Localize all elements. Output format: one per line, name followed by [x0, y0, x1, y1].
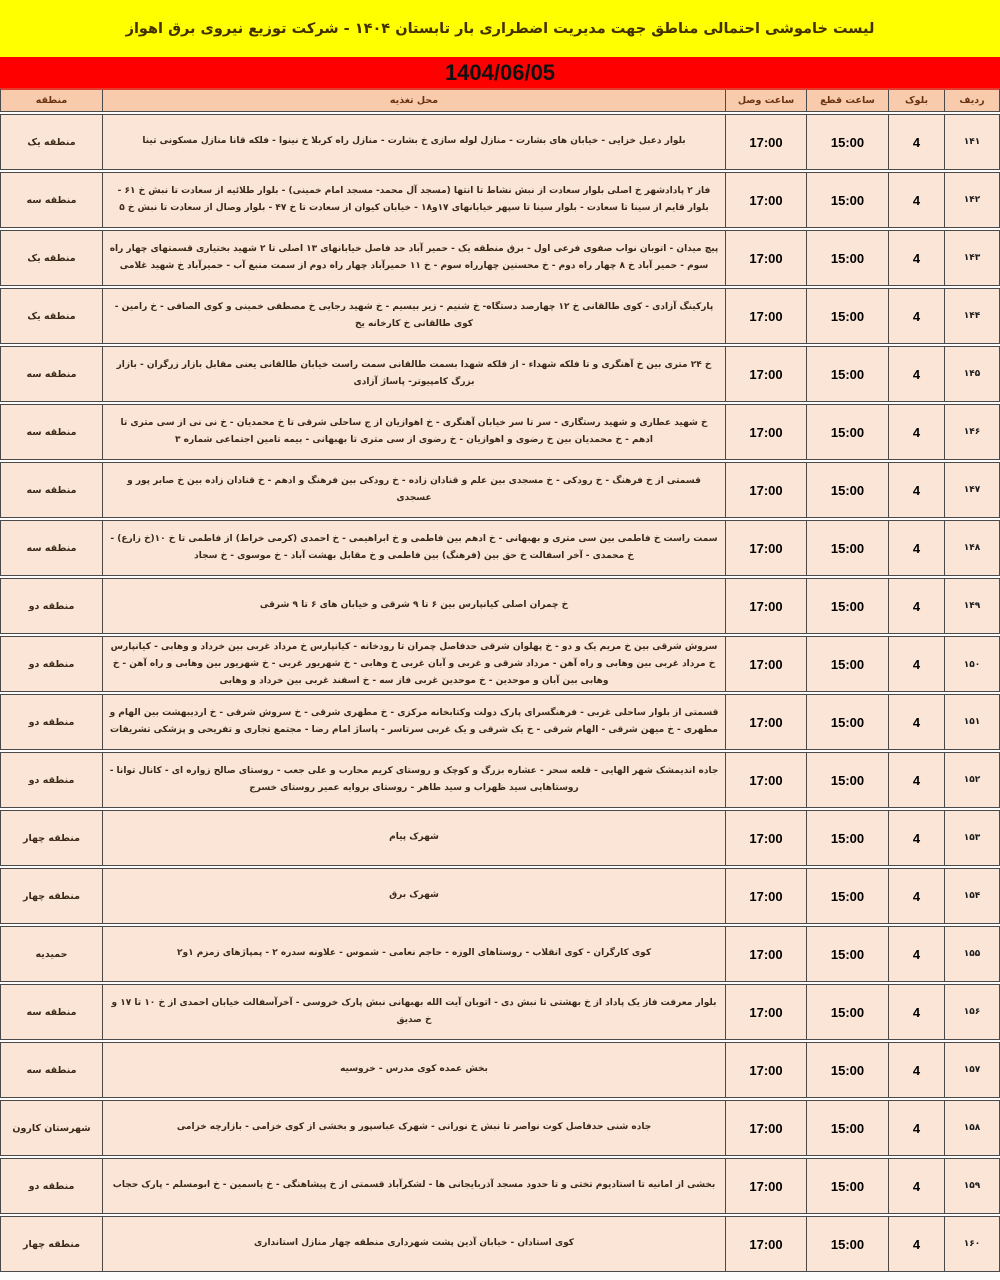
cell-region: منطقه چهار [1, 869, 103, 923]
cell-feed-location: جاده شنی حدفاصل کوت نواصر تا نبش خ نورانی - شهرک عباسپور و بخشی از کوی خزامی - بازارچه خزامی [103, 1101, 726, 1155]
cell-feed-location: قسمتی از خ فرهنگ - خ رودکی - خ مسجدی بین علم و قنادان زاده - خ رودکی بین فرهنگ و ادهم - خ قنادان زاده بین خ صابر پور و عسجدی [103, 463, 726, 517]
cell-cut-time: 15:00 [807, 347, 889, 401]
cell-block: 4 [889, 231, 945, 285]
cell-cut-time: 15:00 [807, 1159, 889, 1213]
header-region: منطقه [1, 90, 103, 111]
cell-region: منطقه دو [1, 637, 103, 692]
cell-block: 4 [889, 115, 945, 169]
outage-table [0, 88, 1000, 1272]
cell-row-number: ۱۵۳ [963, 833, 981, 843]
cell-cut-time: 15:00 [807, 463, 889, 517]
cell-cut-time: 15:00 [807, 1217, 889, 1271]
cell-block: 4 [889, 347, 945, 401]
cell-reconnect-time: 17:00 [726, 405, 807, 459]
cell-region: حمیدیه [1, 927, 103, 981]
cell-cut-time: 15:00 [807, 637, 889, 692]
table-row [0, 346, 1000, 402]
cell-reconnect-time: 17:00 [726, 1101, 807, 1155]
cell-reconnect-time: 17:00 [726, 1217, 807, 1271]
cell-row-number: ۱۵۱ [963, 717, 981, 727]
table-row [0, 288, 1000, 344]
cell-reconnect-time: 17:00 [726, 637, 807, 692]
cell-feed-location: خ شهید عطاری و شهید رستگاری - سر تا سر خیابان آهنگری - خ اهوازیان از ج ساحلی شرقی تا خ محمدیان - خ نی نی از سی متری تا ادهم - خ محمدیان بین خ رضوی و اهوازیان - خ رضوی از سی متری تا بهبهانی - بیمه تامین اجتماعی شماره ۳ [103, 405, 726, 459]
table-row [0, 578, 1000, 634]
cell-feed-location: جاده اندیمشک شهر الهایی - قلعه سحر - عشاره بزرگ و کوچک و روستای کریم محارب و علی جعب - روستای صالح زواره ای - کانال توانا - روستاهایی سید ظهراب و سید طاهر - روستای بروایه عمیر روستای خسرج [103, 753, 726, 807]
cell-cut-time: 15:00 [807, 927, 889, 981]
table-row [0, 230, 1000, 286]
cell-cut-time: 15:00 [807, 289, 889, 343]
cell-reconnect-time: 17:00 [726, 869, 807, 923]
cell-row-number: ۱۵۷ [963, 1065, 981, 1075]
cell-reconnect-time: 17:00 [726, 1043, 807, 1097]
cell-reconnect-time: 17:00 [726, 115, 807, 169]
cell-cut-time: 15:00 [807, 811, 889, 865]
cell-row-number: ۱۴۷ [963, 485, 981, 495]
table-header-row [0, 88, 1000, 112]
table-row [0, 1100, 1000, 1156]
cell-row-number: ۱۵۶ [963, 1007, 981, 1017]
cell-row-number: ۱۵۴ [963, 891, 981, 901]
cell-row-number: ۱۵۰ [963, 659, 981, 670]
cell-row-number: ۱۴۵ [963, 369, 981, 379]
cell-feed-location: خ ۲۴ متری بین خ آهنگری و تا فلکه شهداء - از فلکه شهدا بسمت طالقانی سمت راست خیابان طالقانی یعنی مقابل بازار زرگران - بازار بزرگ کامپیوتر- پاساژ آزادی [103, 347, 726, 401]
table-row [0, 1158, 1000, 1214]
cell-block: 4 [889, 173, 945, 227]
title-bar [0, 0, 1000, 57]
cell-reconnect-time: 17:00 [726, 695, 807, 749]
cell-cut-time: 15:00 [807, 1043, 889, 1097]
table-body [0, 114, 1000, 1272]
header-cut-time: ساعت قطع [807, 90, 889, 111]
cell-reconnect-time: 17:00 [726, 231, 807, 285]
cell-block: 4 [889, 811, 945, 865]
cell-cut-time: 15:00 [807, 985, 889, 1039]
cell-block: 4 [889, 753, 945, 807]
table-row [0, 1216, 1000, 1272]
table-row [0, 462, 1000, 518]
cell-block: 4 [889, 985, 945, 1039]
cell-feed-location: کوی استادان - خیابان آذین پشت شهرداری منطقه چهار منازل استانداری [103, 1217, 726, 1271]
cell-block: 4 [889, 1159, 945, 1213]
cell-cut-time: 15:00 [807, 231, 889, 285]
cell-cut-time: 15:00 [807, 869, 889, 923]
cell-reconnect-time: 17:00 [726, 347, 807, 401]
table-row [0, 404, 1000, 460]
cell-region: منطقه سه [1, 1043, 103, 1097]
cell-reconnect-time: 17:00 [726, 463, 807, 517]
cell-region: منطقه دو [1, 1159, 103, 1213]
cell-row-number: ۱۴۲ [963, 195, 981, 205]
cell-region: منطقه دو [1, 753, 103, 807]
cell-block: 4 [889, 1217, 945, 1271]
table-row [0, 694, 1000, 750]
cell-block: 4 [889, 637, 945, 692]
cell-row-number: ۱۴۹ [963, 601, 981, 611]
table-row [0, 1042, 1000, 1098]
cell-region: شهرستان کارون [1, 1101, 103, 1155]
cell-block: 4 [889, 869, 945, 923]
cell-feed-location: پارکینگ آزادی - کوی طالقانی خ ۱۲ چهارصد دستگاه- خ شنیم - زیر بیسیم - خ شهید رجایی خ مصطفی خمینی و کوی الصافی - خ رامین - کوی طالقانی خ کارخانه یخ [103, 289, 726, 343]
cell-reconnect-time: 17:00 [726, 985, 807, 1039]
cell-cut-time: 15:00 [807, 173, 889, 227]
cell-reconnect-time: 17:00 [726, 753, 807, 807]
table-row [0, 810, 1000, 866]
date-bar [0, 57, 1000, 88]
cell-region: منطقه چهار [1, 811, 103, 865]
cell-reconnect-time: 17:00 [726, 289, 807, 343]
cell-row-number: ۱۵۵ [963, 949, 981, 959]
cell-block: 4 [889, 695, 945, 749]
cell-region: منطقه سه [1, 985, 103, 1039]
table-row [0, 520, 1000, 576]
cell-region: منطقه یک [1, 289, 103, 343]
cell-feed-location: بلوار دعبل خزایی - خیابان های بشارت - منازل لوله سازی خ بشارت - منازل راه کربلا خ نینوا - فلکه قانا منازل مسکونی تینا [103, 115, 726, 169]
cell-block: 4 [889, 405, 945, 459]
cell-block: 4 [889, 521, 945, 575]
cell-region: منطقه دو [1, 695, 103, 749]
cell-feed-location: بخش عمده کوی مدرس - خروسیه [103, 1043, 726, 1097]
cell-cut-time: 15:00 [807, 115, 889, 169]
cell-block: 4 [889, 463, 945, 517]
cell-region: منطقه سه [1, 173, 103, 227]
cell-feed-location: فاز ۲ پادادشهر خ اصلی بلوار سعادت از نبش نشاط تا انتها (مسجد آل محمد- مسجد امام خمینی) - بلوار طلائیه از سعادت تا نبش خ ۶۱ - بلوار قایم از سینا تا سعادت - بلوار سینا تا سپهر خیابانهای ۱۷و۱۸ - خیابان کیوان از سعادت تا خ ۴۷ - بلوار وصال از سعادت تا نبش خ ۵ [103, 173, 726, 227]
cell-cut-time: 15:00 [807, 1101, 889, 1155]
cell-feed-location: خ چمران اصلی کیانپارس بین ۶ تا ۹ شرقی و خیابان های ۶ تا ۹ شرقی [103, 579, 726, 633]
cell-region: منطقه چهار [1, 1217, 103, 1271]
cell-region: منطقه سه [1, 463, 103, 517]
cell-cut-time: 15:00 [807, 695, 889, 749]
date-value: 1404/06/05 [444, 59, 556, 85]
cell-reconnect-time: 17:00 [726, 521, 807, 575]
cell-row-number: ۱۴۶ [963, 427, 981, 437]
cell-block: 4 [889, 927, 945, 981]
cell-region: منطقه یک [1, 115, 103, 169]
cell-feed-location: شهرک پیام [103, 811, 726, 865]
cell-cut-time: 15:00 [807, 579, 889, 633]
table-row [0, 636, 1000, 692]
cell-block: 4 [889, 289, 945, 343]
cell-reconnect-time: 17:00 [726, 927, 807, 981]
cell-cut-time: 15:00 [807, 405, 889, 459]
cell-region: منطقه یک [1, 231, 103, 285]
cell-row-number: ۱۴۳ [963, 253, 981, 263]
table-row [0, 172, 1000, 228]
table-row [0, 926, 1000, 982]
table-row [0, 114, 1000, 170]
cell-row-number: ۱۵۹ [963, 1181, 981, 1191]
cell-row-number: ۱۴۴ [963, 311, 981, 321]
header-block: بلوک [889, 90, 945, 111]
header-location: محل تغذیه [103, 90, 726, 111]
cell-feed-location: قسمتی از بلوار ساحلی غربی - فرهنگسرای پارک دولت وکتابخانه مرکزی - خ مطهری شرقی - خ سروش شرقی - خ اردیبهشت بین الهام و مطهری - خ میهن شرقی - الهام شرقی - خ یک شرقی و یک غربی سرتاسر - پاساژ امام رضا - مجتمع تجاری و تفریحی و پزشکی تشریفات [103, 695, 726, 749]
cell-block: 4 [889, 1043, 945, 1097]
cell-block: 4 [889, 579, 945, 633]
table-row [0, 752, 1000, 808]
cell-row-number: ۱۶۰ [963, 1239, 981, 1249]
cell-row-number: ۱۴۱ [963, 137, 981, 147]
cell-feed-location: شهرک برق [103, 869, 726, 923]
header-rownum: ردیف [959, 95, 985, 106]
cell-cut-time: 15:00 [807, 521, 889, 575]
cell-reconnect-time: 17:00 [726, 579, 807, 633]
cell-feed-location: بلوار معرفت فاز یک پاداد از خ بهشتی تا نبش دی - اتوبان آیت الله بهبهانی نبش پارک خروسی - آخرآسفالت خیابان احمدی از خ ۱۰ تا ۱۷ و خ صدیق [103, 985, 726, 1039]
cell-cut-time: 15:00 [807, 753, 889, 807]
page-title: لیست خاموشی احتمالی مناطق جهت مدیریت اضطراری بار تابستان ۱۴۰۴ - شرکت توزیع نیروی برق اهواز [125, 20, 875, 37]
cell-feed-location: کوی کارگران - کوی انقلاب - روستاهای الوزه - حاجم نعامی - شموس - علاونه سدره ۲ - پمپاژهای زمزم ۱و۲ [103, 927, 726, 981]
cell-row-number: ۱۴۸ [963, 543, 981, 553]
cell-region: منطقه سه [1, 405, 103, 459]
cell-reconnect-time: 17:00 [726, 173, 807, 227]
cell-reconnect-time: 17:00 [726, 1159, 807, 1213]
cell-region: منطقه سه [1, 521, 103, 575]
cell-feed-location: پیچ میدان - اتوبان نواب صفوی فرعی اول - برق منطقه یک - حمیر آباد حد فاصل خیابانهای ۱۳ اصلی تا ۲ شهید بختیاری قسمتهای چهار راه سوم - حمیر آباد خ ۸ چهار راه دوم - خ محسنین چهارراه سوم - خ ۱۱ حمیرآباد چهار راه دوم از سمت منبع آب - حمیرآباد خ شهید غلامی [103, 231, 726, 285]
table-row [0, 984, 1000, 1040]
cell-region: منطقه سه [1, 347, 103, 401]
table-row [0, 868, 1000, 924]
header-reconnect-time: ساعت وصل [726, 90, 807, 111]
cell-feed-location: سروش شرقی بین خ مریم یک و دو - خ پهلوان شرقی حدفاصل چمران تا رودخانه - کیانپارس خ مرداد غربی بین خرداد و وهابی - کیانپارس خ مرداد غربی بین وهابی و راه آهن - مرداد شرقی و غربی و آبان غربی خ وهابی - خ شهریور غربی - خ شهریور بین وهابی و راه آهن - خ وهابی بین آبان و موحدین - خ موحدین غربی فاز سه - خ اسفند غربی بین خرداد و وهابی [103, 637, 726, 692]
cell-block: 4 [889, 1101, 945, 1155]
cell-row-number: ۱۵۲ [963, 775, 981, 785]
cell-region: منطقه دو [1, 579, 103, 633]
cell-row-number: ۱۵۸ [963, 1123, 981, 1133]
cell-reconnect-time: 17:00 [726, 811, 807, 865]
cell-feed-location: بخشی از امانیه تا استادیوم تختی و تا حدود مسجد آذربایجانی ها - لشکرآباد قسمتی از خ پیشاهنگی - خ یاسمین - خ ابومسلم - پارک حجاب [103, 1159, 726, 1213]
cell-feed-location: سمت راست خ فاطمی بین سی متری و بهبهانی - خ ادهم بین فاطمی و خ ابراهیمی - خ احمدی (کرمی خراط) از فاطمی تا خ ۱۰(خ زارع) - خ محمدی - آخر اسفالت خ حق بین (فرهنگ) بین فاطمی و خ مقابل بهشت آباد - خ موسوی - خ سجاد [103, 521, 726, 575]
